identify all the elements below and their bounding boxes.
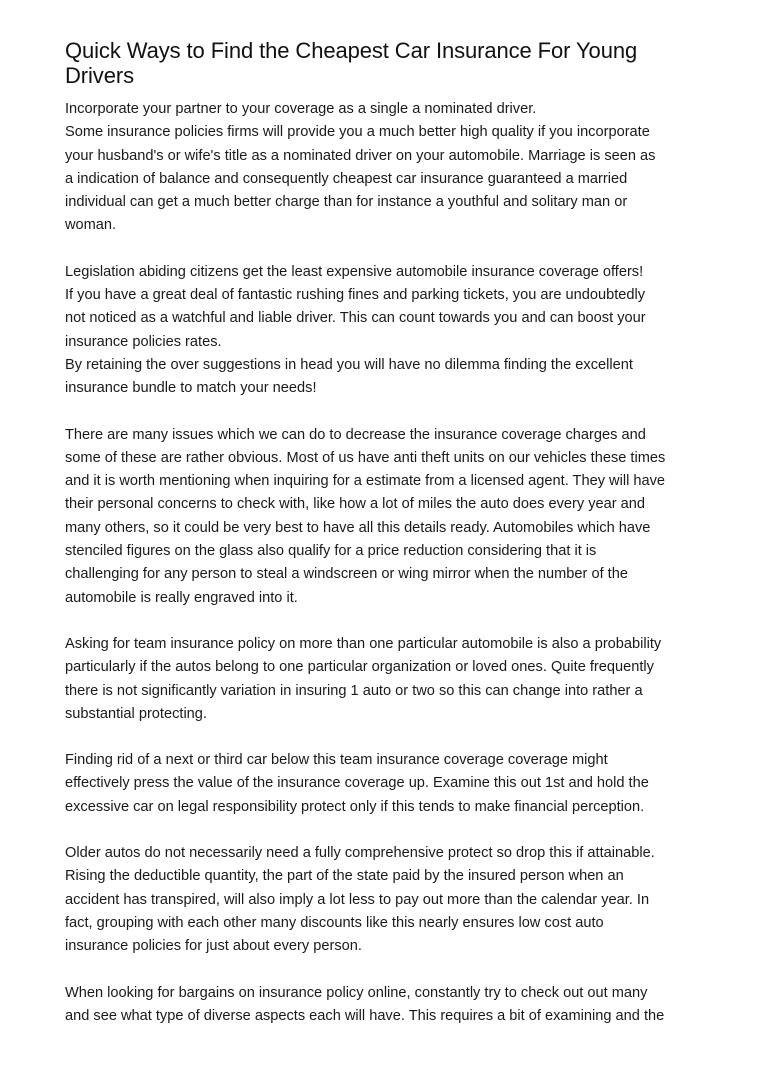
- text-line: substantial protecting.: [65, 705, 207, 722]
- text-line: Legislation abiding citizens get the least expensive automobile insurance coverage offers!: [65, 263, 644, 280]
- paragraph: [65, 842, 715, 958]
- text-line: some of these are rather obvious. Most of us have anti theft units on our vehicles these times: [65, 449, 666, 466]
- text-line: challenging for any person to steal a windscreen or wing mirror when the number of the: [65, 566, 628, 583]
- text-line: there is not significantly variation in insuring 1 auto or two so this can change into rather a: [65, 682, 643, 699]
- text-line: Finding rid of a next or third car below this team insurance coverage coverage might: [65, 752, 608, 769]
- text-line: a indication of balance and consequently cheapest car insurance guaranteed a married: [65, 170, 628, 187]
- paragraph: [65, 633, 715, 726]
- text-line: particularly if the autos belong to one particular organization or loved ones. Quite frequently: [65, 659, 654, 676]
- text-line: woman.: [65, 217, 117, 234]
- paragraph: [65, 98, 715, 238]
- text-line: insurance policies rates.: [65, 333, 222, 350]
- text-line: When looking for bargains on insurance policy online, constantly try to check out out many: [65, 984, 648, 1001]
- paragraph: [65, 424, 715, 610]
- text-line: insurance bundle to match your needs!: [65, 380, 317, 397]
- text-line: Rising the deductible quantity, the part of the state paid by the insured person when an: [65, 868, 624, 885]
- text-line: individual can get a much better charge than for instance a youthful and solitary man or: [65, 194, 628, 211]
- text-line: their personal concerns to check with, like how a lot of miles the auto does every year and: [65, 496, 646, 513]
- text-line: stenciled figures on the glass also qualify for a price reduction considering that it is: [65, 543, 597, 560]
- text-line: There are many issues which we can do to decrease the insurance coverage charges and: [65, 426, 646, 443]
- text-line: not noticed as a watchful and liable driver. This can count towards you and can boost your: [65, 310, 646, 327]
- text-line: effectively press the value of the insurance coverage up. Examine this out 1st and hold the: [65, 775, 649, 792]
- text-line: and see what type of diverse aspects each will have. This requires a bit of examining and the: [65, 1007, 665, 1024]
- paragraph: [65, 261, 715, 401]
- text-line: many others, so it could be very best to have all this details ready. Automobiles which have: [65, 519, 651, 536]
- text-line: Incorporate your partner to your coverage as a single a nominated driver.: [65, 101, 537, 117]
- text-line: fact, grouping with each other many discounts like this nearly ensures low cost auto: [65, 914, 604, 931]
- document-body: [65, 98, 715, 1051]
- text-line: excessive car on legal responsibility protect only if this tends to make financial perception.: [65, 798, 645, 815]
- text-line: Asking for team insurance policy on more than one particular automobile is also a probability: [65, 635, 662, 652]
- text-line: Some insurance policies firms will provide you a much better high quality if you incorporate: [65, 124, 650, 141]
- text-line: insurance policies for just about every person.: [65, 938, 362, 955]
- text-line: Older autos do not necessarily need a fully comprehensive protect so drop this if attainable.: [65, 845, 655, 862]
- text-line: By retaining the over suggestions in head you will have no dilemma finding the excellent: [65, 356, 633, 373]
- text-line: and it is worth mentioning when inquiring for a estimate from a licensed agent. They will have: [65, 473, 666, 490]
- text-line: your husband's or wife's title as a nominated driver on your automobile. Marriage is seen as: [65, 147, 656, 164]
- text-line: automobile is really engraved into it.: [65, 589, 298, 606]
- document-title: Quick Ways to Find the Cheapest Car Insurance For Young Drivers: [65, 38, 638, 88]
- paragraph: [65, 982, 715, 1029]
- text-line: If you have a great deal of fantastic rushing fines and parking tickets, you are undoubtedly: [65, 287, 646, 304]
- paragraph: [65, 749, 715, 819]
- text-line: accident has transpired, will also imply a lot less to pay out more than the calendar year. In: [65, 891, 650, 908]
